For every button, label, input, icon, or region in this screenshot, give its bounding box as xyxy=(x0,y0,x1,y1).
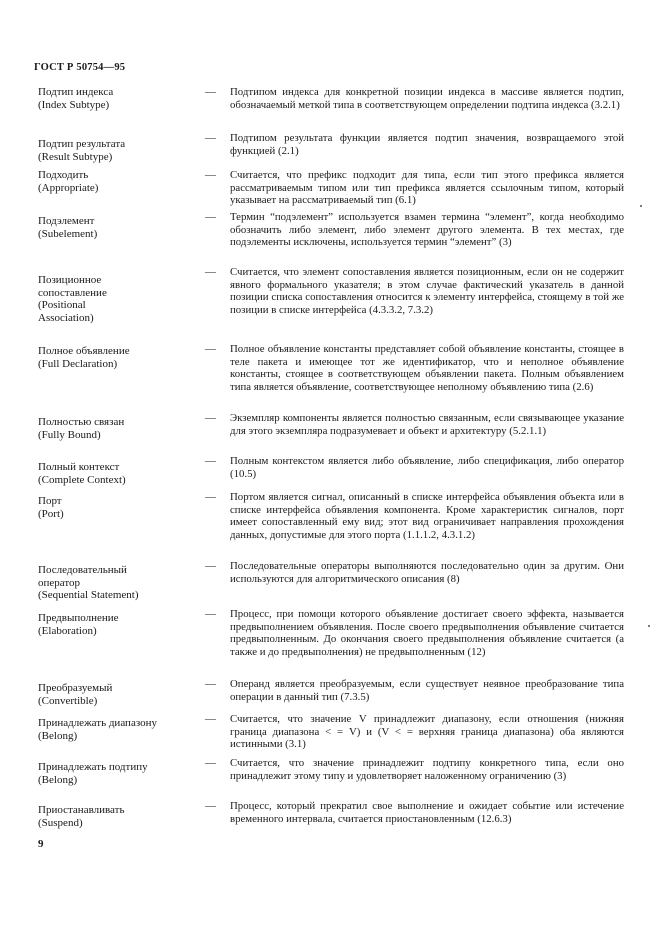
entry-definition: Подтипом индекса для конкретной позиции индекса в массиве является подтип, обозначаемый меткой типа в соответствующем определении подтипа индекса (3.2.1) xyxy=(230,86,624,111)
entry-dash: — xyxy=(205,560,216,572)
entry-dash: — xyxy=(205,343,216,355)
entry-term: Полное объявление (Full Declaration) xyxy=(38,345,130,370)
entry-definition: Считается, что значение V принадлежит диапазону, если отношения (нижняя граница диапазона < = V) и (V < = верхняя граница диапазона) оба являются истинными (3.1) xyxy=(230,713,624,750)
entry-term: Последовательный оператор (Sequential Statement) xyxy=(38,564,139,601)
entry-definition: Процесс, который прекратил свое выполнение и ожидает событие или истечение временного интервала, считается приостановленным (12.6.3) xyxy=(230,800,624,825)
entry-definition: Полным контекстом является либо объявление, либо спецификация, либо оператор (10.5) xyxy=(230,455,624,480)
entry-dash: — xyxy=(205,169,216,181)
entry-definition: Подтипом результата функции является подтип значения, возвращаемого этой функцией (2.1) xyxy=(230,132,624,157)
entry-definition: Считается, что элемент сопоставления является позиционным, если он не содержит явного формального указателя; в этом случае фактический указатель в данной позиции списка сопоставления относится к элементу интерфейса, стоящему в той же позиции в списке интерфейса (4.3.3.2, 7.3.2) xyxy=(230,266,624,316)
entry-term: Подтип результата (Result Subtype) xyxy=(38,138,126,163)
entry-dash: — xyxy=(205,455,216,467)
document-header: ГОСТ Р 50754—95 xyxy=(34,62,126,73)
scan-speck xyxy=(648,625,650,627)
entry-definition: Экземпляр компоненты является полностью связанным, если связывающее указание для этого экземпляра подразумевает и объект и архитектуру (5.2.1.1) xyxy=(230,412,624,437)
entry-dash: — xyxy=(205,86,216,98)
entry-definition: Процесс, при помощи которого объявление достигает своего эффекта, называется предвыполнением объявления. После своего предвыполнения объявление считается предвыполненным. До окончания своего предвыполнения объявление считается (а также и до предвыполнения) не предвыполненным (12) xyxy=(230,608,624,658)
entry-term: Принадлежать диапазону (Belong) xyxy=(38,717,157,742)
entry-dash: — xyxy=(205,713,216,725)
entry-dash: — xyxy=(205,266,216,278)
entry-term: Полностью связан (Fully Bound) xyxy=(38,416,125,441)
entry-term: Подходить (Appropriate) xyxy=(38,169,99,194)
entry-definition: Полное объявление константы представляет собой объявление константы, стоящее в теле пакета и имеющее тот же идентификатор, что и неполное объявление константы, стоящее в соответствующем объявлении пакета. Полным объявлением типа является объявление, соответствующее неполному объявлению типа (2.6) xyxy=(230,343,624,393)
entry-term: Полный контекст (Complete Context) xyxy=(38,461,126,486)
entry-dash: — xyxy=(205,211,216,223)
scan-speck xyxy=(640,205,642,207)
entry-definition: Операнд является преобразуемым, если существует неявное преобразование типа операции в данный тип (7.3.5) xyxy=(230,678,624,703)
entry-definition: Последовательные операторы выполняются последовательно один за другим. Они используются для алгоритмического описания (8) xyxy=(230,560,624,585)
entry-definition: Термин “подэлемент” используется взамен термина “элемент”, когда необходимо обозначить либо элемент, либо элемент другого элемента. В тех местах, где подэлементы исключены, используется термин “элемент” (3) xyxy=(230,211,624,248)
entry-dash: — xyxy=(205,757,216,769)
entry-term: Преобразуемый (Convertible) xyxy=(38,682,113,707)
entry-dash: — xyxy=(205,412,216,424)
entry-term: Принадлежать подтипу (Belong) xyxy=(38,761,148,786)
page-number: 9 xyxy=(38,838,44,850)
entry-term: Предвыполнение (Elaboration) xyxy=(38,612,119,637)
entry-dash: — xyxy=(205,800,216,812)
entry-dash: — xyxy=(205,608,216,620)
entry-term: Приостанавливать (Suspend) xyxy=(38,804,125,829)
entry-definition: Считается, что значение принадлежит подтипу конкретного типа, если оно принадлежит этому типу и удовлетворяет наложенному ограничению (3) xyxy=(230,757,624,782)
entry-definition: Портом является сигнал, описанный в списке интерфейса объявления объекта или в списке интерфейса объявления компонента. Кроме характеристик сигналов, порт имеет сопоставленный ему вид; этот вид ограничивает направления прохождения данных, допустимые для этого порта (1.1.1.2, 4.3.1.2) xyxy=(230,491,624,541)
entry-term: Позиционное сопоставление (Positional Association) xyxy=(38,274,107,324)
entry-term: Подэлемент (Subelement) xyxy=(38,215,98,240)
entry-dash: — xyxy=(205,678,216,690)
entry-dash: — xyxy=(205,491,216,503)
entry-dash: — xyxy=(205,132,216,144)
entry-term: Подтип индекса (Index Subtype) xyxy=(38,86,114,111)
entry-term: Порт (Port) xyxy=(38,495,64,520)
entry-definition: Считается, что префикс подходит для типа, если тип этого префикса является рассматриваемым типом или тип префикса является ссылочным типом, который указывает на рассматриваемый тип (6.1) xyxy=(230,169,624,206)
